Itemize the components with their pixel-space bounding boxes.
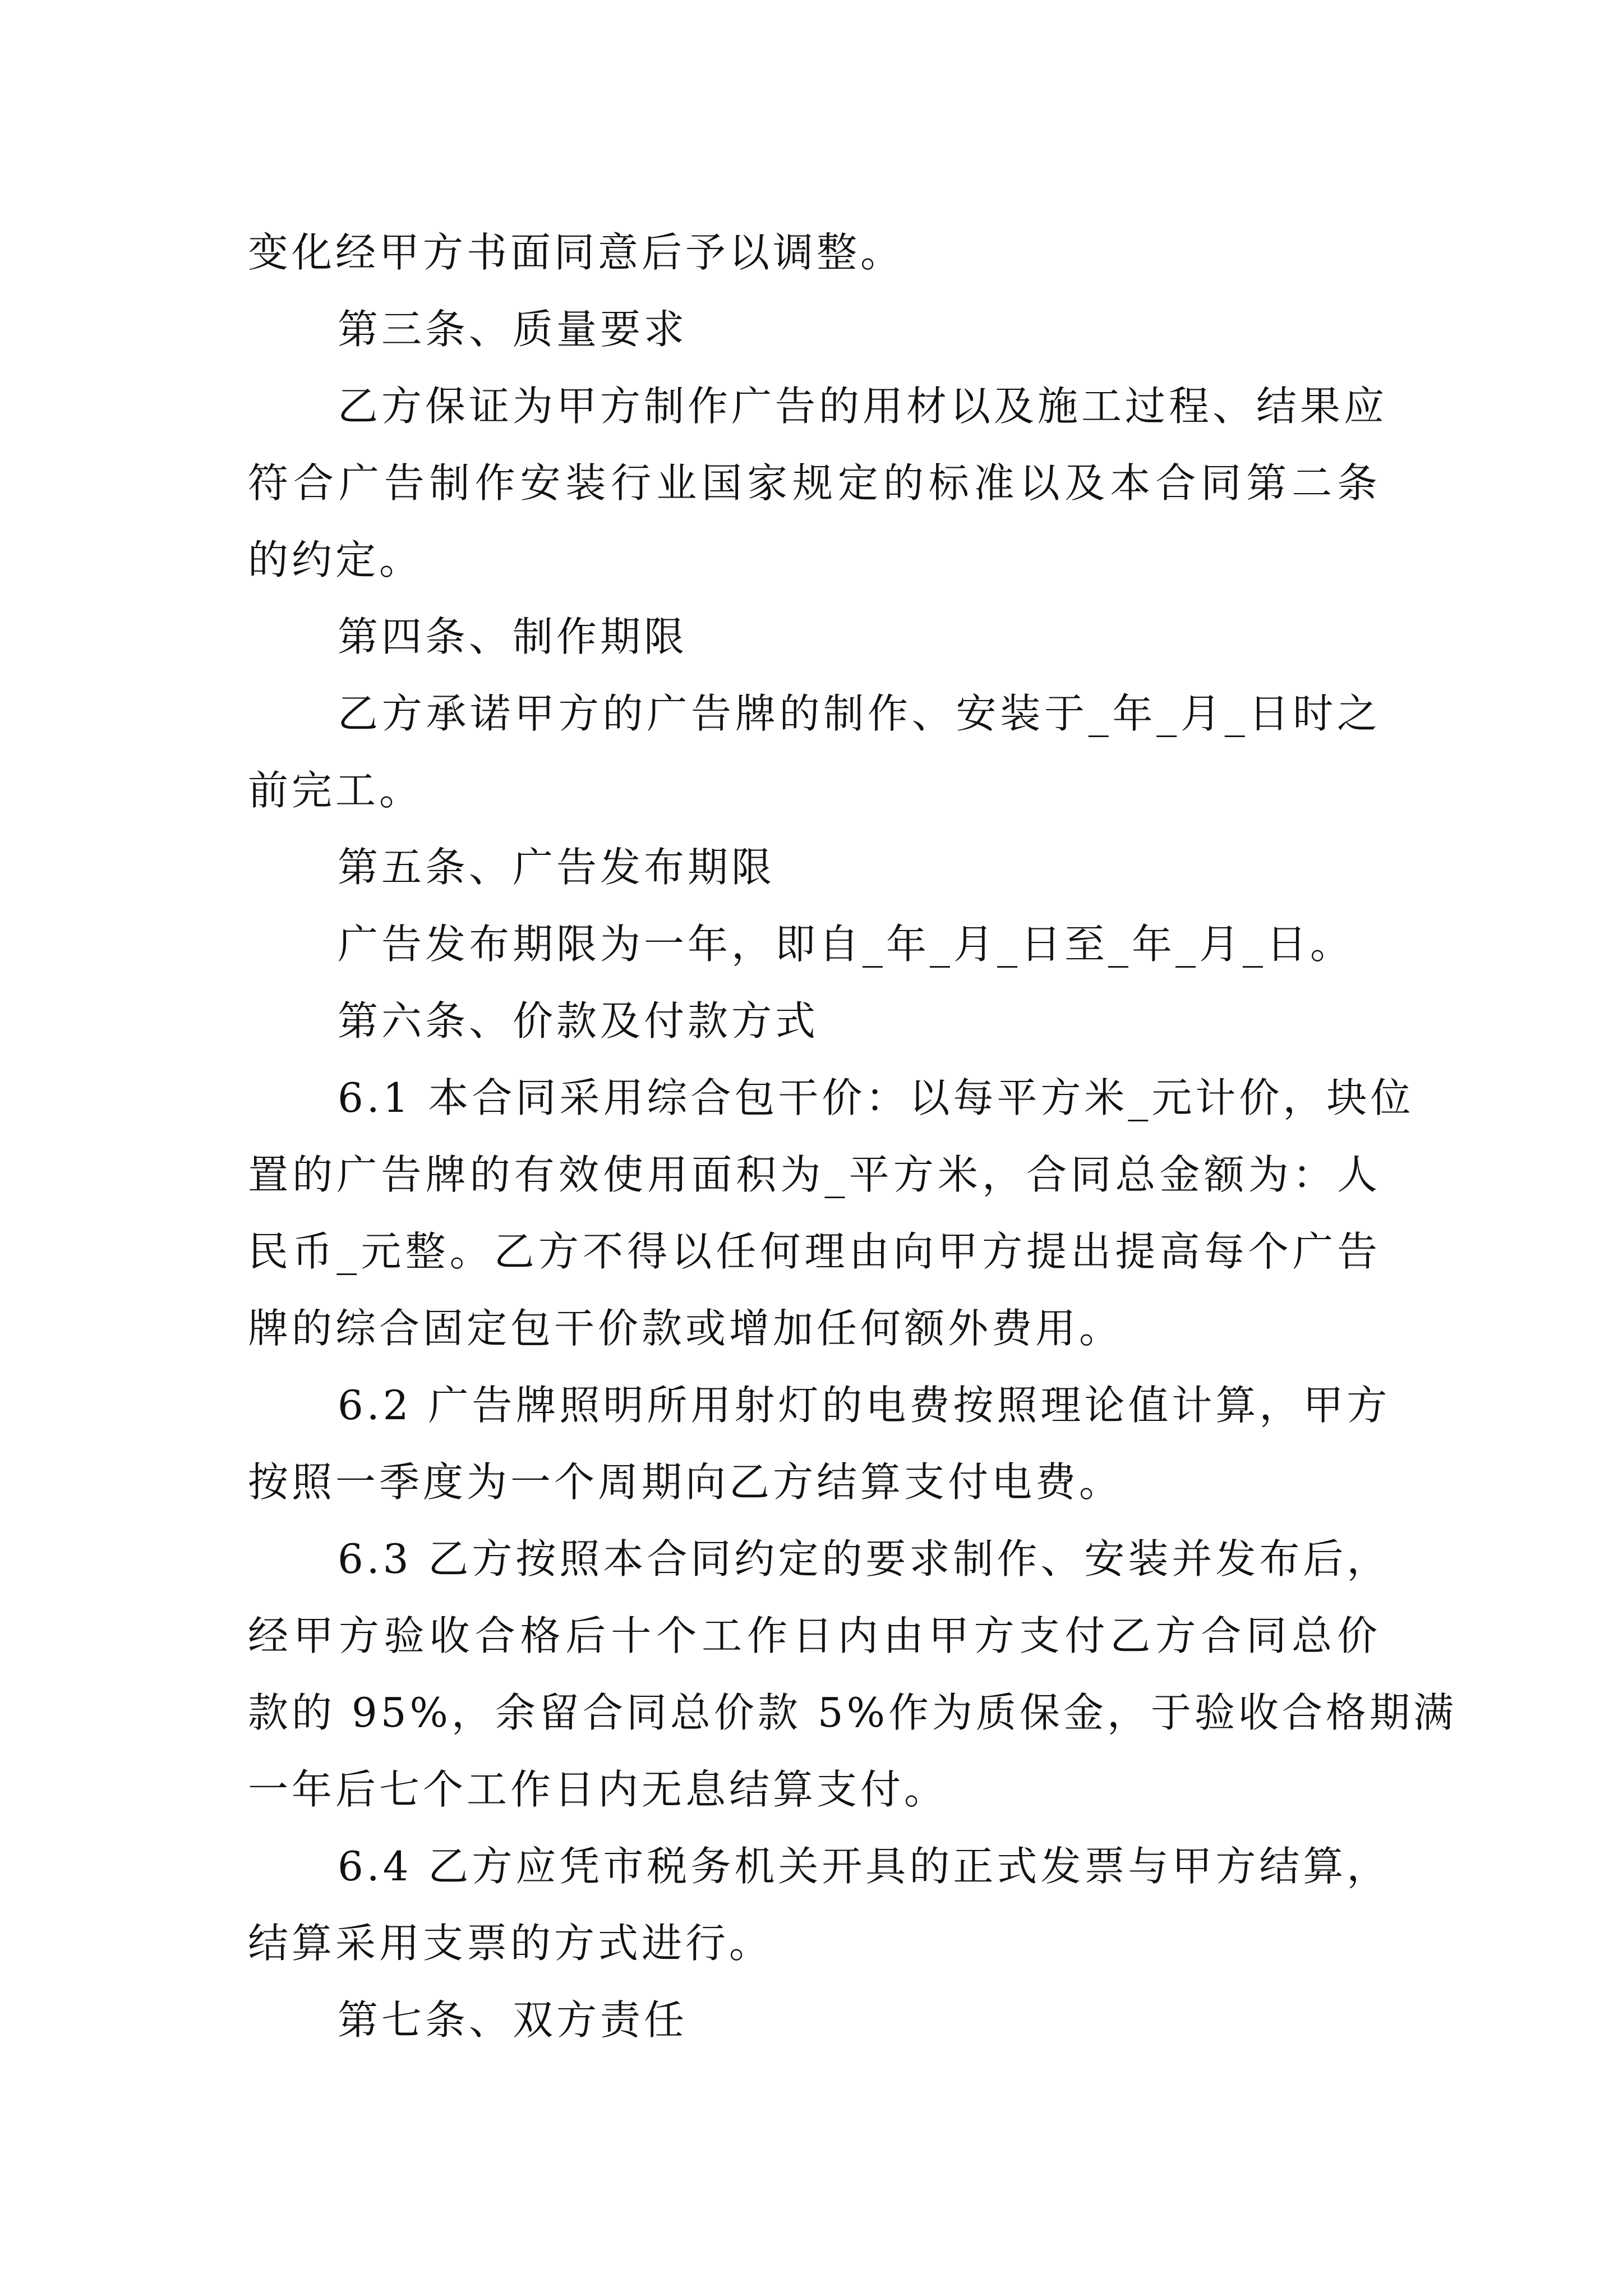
paragraph-line: 的约定。 [248,536,423,583]
clause-6-3-line: 经甲方验收合格后十个工作日内由甲方支付乙方合同总价 [248,1612,1381,1659]
paragraph-line: 乙方承诺甲方的广告牌的制作、安装于_年_月_日时之 [338,690,1381,737]
paragraph-line: 符合广告制作安装行业国家规定的标准以及本合同第二条 [248,459,1381,507]
paragraph-line: 变化经甲方书面同意后予以调整。 [248,229,905,276]
clause-6-3-line: 6.3 乙方按照本合同约定的要求制作、安装并发布后， [338,1535,1391,1582]
clause-6-2-line: 按照一季度为一个周期向乙方结算支付电费。 [248,1458,1123,1506]
paragraph-line: 前完工。 [248,767,423,814]
section-heading-7: 第七条、双方责任 [338,1996,688,2044]
clause-6-3-line: 款的 95%，余留合同总价款 5%作为质保金，于验收合格期满 [248,1689,1458,1736]
section-heading-4: 第四条、制作期限 [338,613,688,660]
clause-6-3-line: 一年后七个工作日内无息结算支付。 [248,1766,948,1813]
clause-6-4-line: 结算采用支票的方式进行。 [248,1920,773,1967]
contract-text [248,214,1458,2059]
paragraph-line: 乙方保证为甲方制作广告的用材以及施工过程、结果应 [338,383,1388,430]
section-heading-6: 第六条、价款及付款方式 [338,997,819,1045]
section-heading-5: 第五条、广告发布期限 [338,844,776,891]
section-heading-3: 第三条、质量要求 [338,306,688,353]
clause-6-1-line: 置的广告牌的有效使用面积为_平方米，合同总金额为：人 [248,1151,1381,1198]
paragraph-line: 广告发布期限为一年，即自_年_月_日至_年_月_日。 [338,921,1354,968]
clause-6-1-line: 6.1 本合同采用综合包干价：以每平方米_元计价，块位 [338,1074,1414,1121]
clause-6-1-line: 牌的综合固定包干价款或增加任何额外费用。 [248,1305,1123,1352]
clause-6-2-line: 6.2 广告牌照明所用射灯的电费按照理论值计算，甲方 [338,1382,1391,1429]
clause-6-1-line: 民币_元整。乙方不得以任何理由向甲方提出提高每个广告 [248,1228,1381,1275]
clause-6-4-line: 6.4 乙方应凭市税务机关开具的正式发票与甲方结算， [338,1843,1391,1890]
